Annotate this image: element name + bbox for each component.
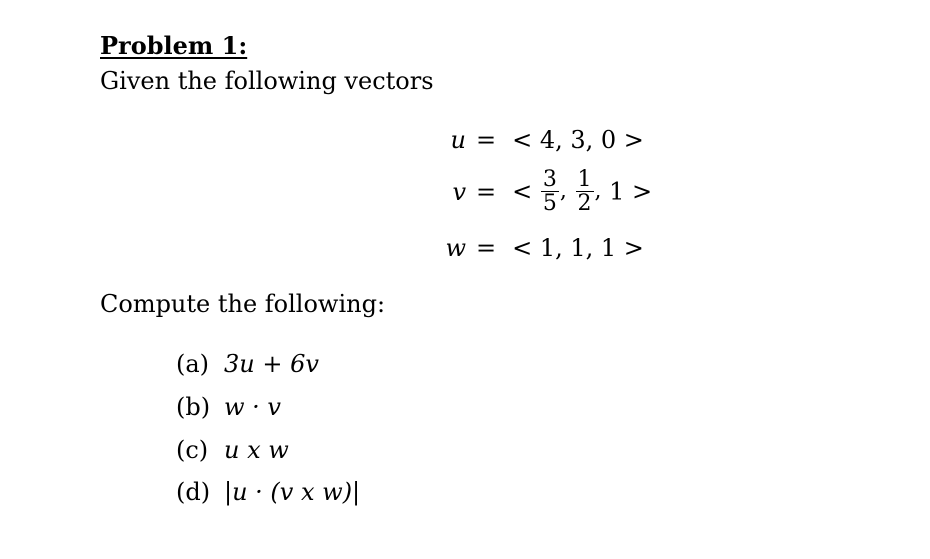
problem-intro: Given the following vectors <box>100 67 434 95</box>
item-expression: w · v <box>224 393 281 421</box>
list-item <box>176 352 319 376</box>
item-label: (a) <box>176 350 210 378</box>
item-label: (d) <box>176 478 211 506</box>
vector-w-value: < 1, 1, 1 > <box>512 234 644 262</box>
list-item <box>176 395 281 419</box>
comma: , <box>594 178 602 204</box>
vector-v-name: v <box>452 177 466 206</box>
equals-sign: = <box>476 177 497 206</box>
item-expression: u x w <box>224 436 289 464</box>
equals-sign: = <box>476 234 497 262</box>
vector-u-equation <box>444 128 644 152</box>
item-label: (b) <box>176 393 211 421</box>
item-expression: |u · (v x w)| <box>224 478 361 506</box>
vector-v-tail: 1 > <box>609 177 653 206</box>
vector-u-value: < 4, 3, 0 > <box>512 126 644 154</box>
fraction-denominator: 2 <box>577 191 592 217</box>
fraction-one-half <box>576 168 594 215</box>
fraction-numerator: 1 <box>577 167 592 192</box>
vector-v-equation <box>444 168 652 215</box>
fraction-denominator: 5 <box>542 191 557 217</box>
compute-instruction: Compute the following: <box>100 290 386 318</box>
problem-title: Problem 1: <box>100 31 248 60</box>
list-item <box>176 438 289 462</box>
vector-v-open: < <box>512 177 533 206</box>
equals-sign: = <box>476 126 497 154</box>
vector-w-name: w <box>445 234 466 262</box>
list-item <box>176 480 360 504</box>
vector-w-equation <box>444 236 644 260</box>
fraction-three-fifths <box>541 168 559 215</box>
comma: , <box>559 178 567 204</box>
fraction-numerator: 3 <box>542 167 557 192</box>
vector-u-name: u <box>450 126 466 154</box>
item-expression: 3u + 6v <box>224 350 319 378</box>
item-label: (c) <box>176 436 209 464</box>
